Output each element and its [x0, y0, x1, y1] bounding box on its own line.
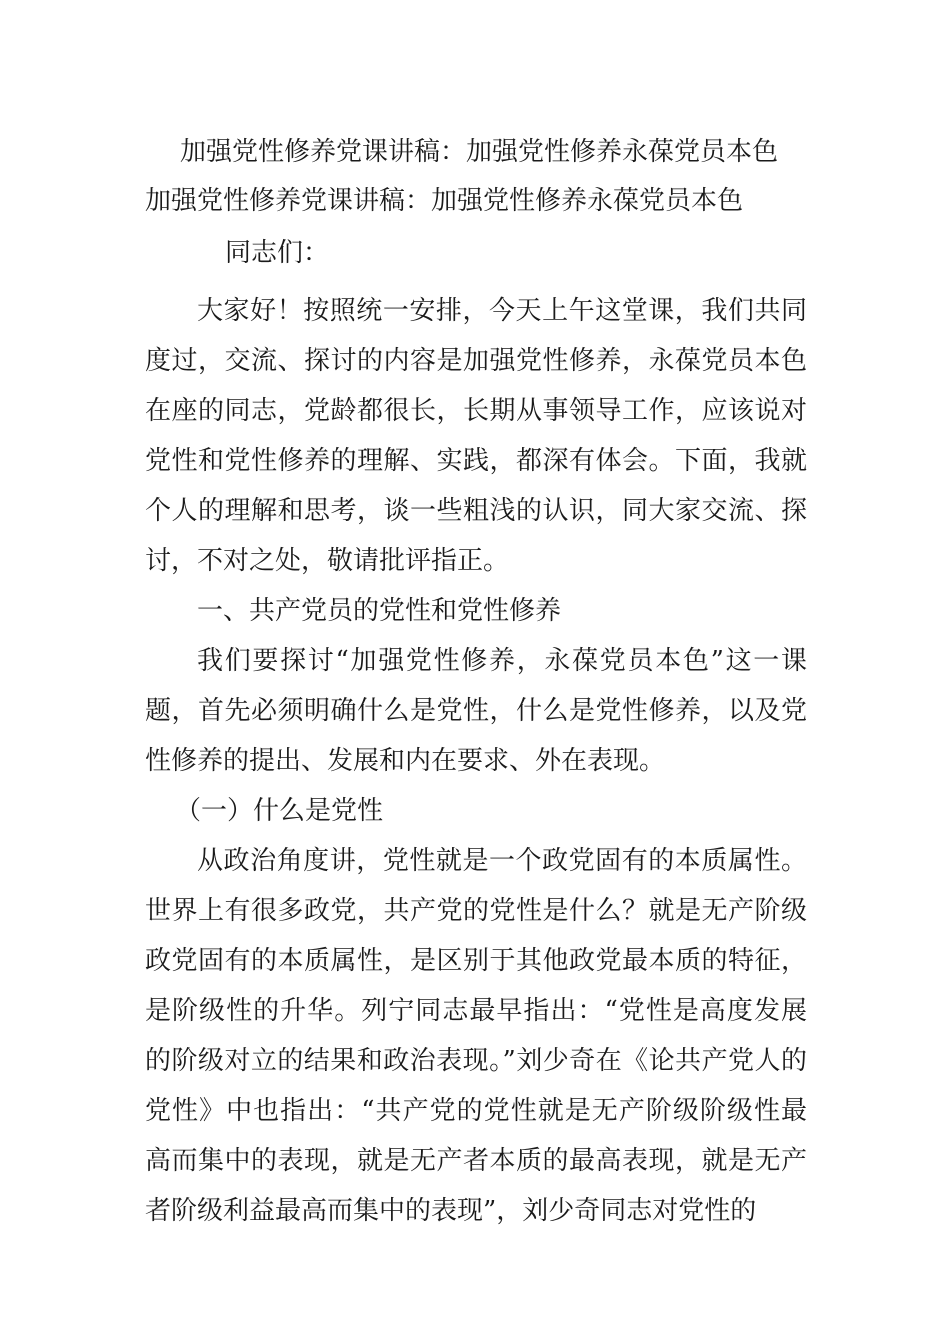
spacer [145, 276, 807, 286]
paragraph-section-1: 我们要探讨“加强党性修养，永葆党员本色”这一课题，首先必须明确什么是党性，什么是党性修养，以及党性修养的提出、发展和内在要求、外在表现。 [145, 646, 807, 776]
paragraph-subsection-1: 从政治角度讲，党性就是一个政党固有的本质属性。世界上有很多政党，共产党的党性是什么？就是无产阶级政党固有的本质属性，是区别于其他政党最本质的特征，是阶级性的升华。列宁同志最早指出：“党性是高度发展的阶级对立的结果和政治表现。”刘少奇在《论共产党人的党性》中也指出：“共产党的党性就是无产阶级阶级性最高而集中的表现，就是无产者本质的最高表现，就是无产者阶级利益最高而集中的表现”，刘少奇同志对党性的 [145, 846, 807, 1226]
paragraph-intro: 大家好！按照统一安排，今天上午这堂课，我们共同度过，交流、探讨的内容是加强党性修养，永葆党员本色在座的同志，党龄都很长，长期从事领导工作，应该说对党性和党性修养的理解、实践，都深有体会。下面，我就个人的理解和思考，谈一些粗浅的认识，同大家交流、探讨，不对之处，敬请批评指正。 [145, 296, 807, 576]
document-title-line-2: 加强党性修养党课讲稿：加强党性修养永葆党员本色 [145, 186, 744, 216]
document-body [145, 230, 807, 1236]
subsection-heading-1: （一）什么是党性 [175, 796, 384, 826]
salutation: 同志们： [225, 238, 330, 268]
document-title-line-1: 加强党性修养党课讲稿：加强党性修养永葆党员本色 [180, 137, 779, 167]
section-heading-1: 一、共产党员的党性和党性修养 [197, 596, 562, 626]
